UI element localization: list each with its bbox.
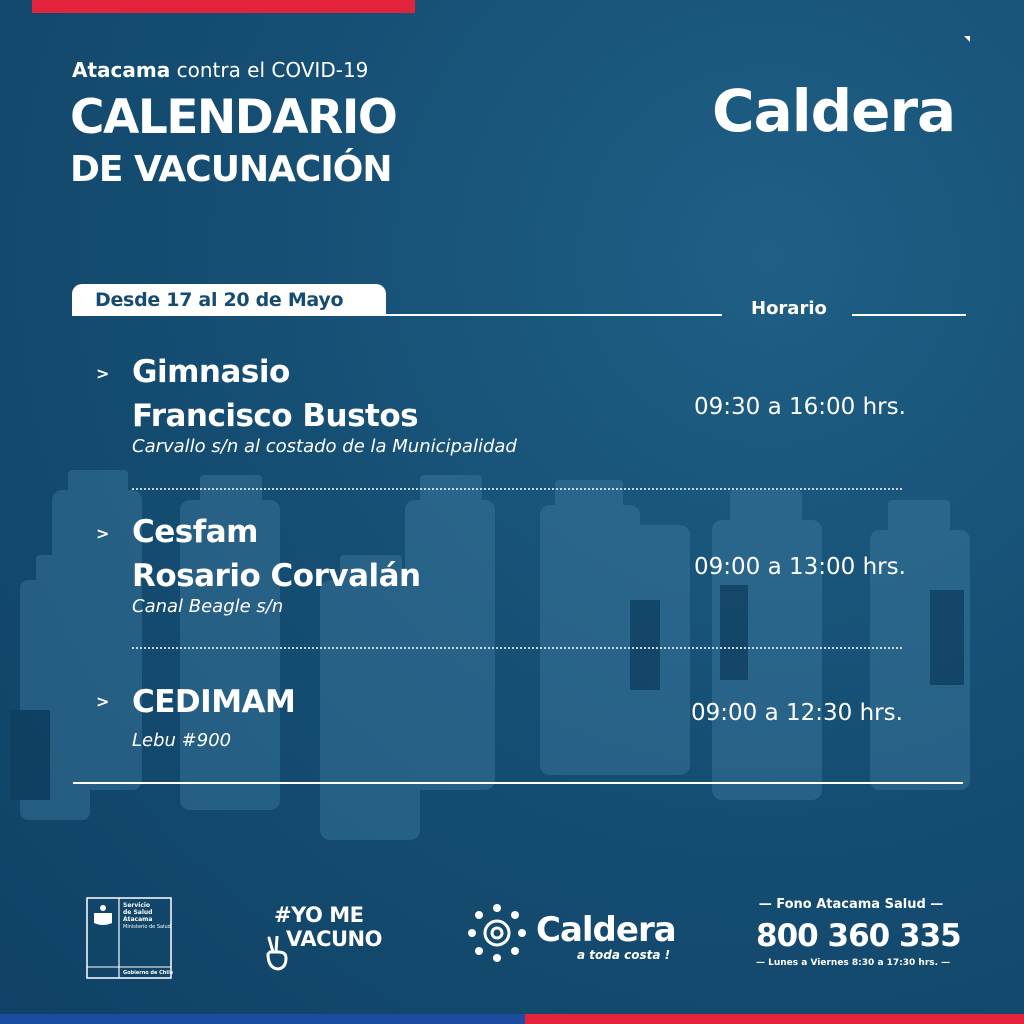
location-hours: 09:00 a 12:30 hrs. (691, 700, 903, 726)
poster-title-line1: CALENDARIO (70, 90, 397, 145)
municipal-name: Caldera (536, 910, 676, 950)
dotted-divider (132, 488, 902, 490)
location-name-line1: Cesfam (132, 514, 258, 550)
caldera-municipal-logo (464, 900, 676, 970)
location-address: Carvallo s/n al costado de la Municipalidad (132, 436, 517, 457)
location-name-line2: Francisco Bustos (132, 398, 419, 434)
location-address: Lebu #900 (132, 730, 232, 751)
subtitle-rest: contra el COVID-19 (176, 58, 369, 82)
sun-spiral-icon (464, 900, 530, 966)
location-name-line1: Gimnasio (132, 354, 290, 390)
phone-number: 800 360 335 (756, 918, 961, 954)
yo-me-vacuno-logo (264, 903, 382, 974)
servicio-ministry: Ministerio de Salud (123, 924, 171, 930)
servicio-salud-logo (86, 897, 172, 979)
campaign-subtitle (72, 58, 368, 82)
chevron-right-icon: > (96, 524, 110, 543)
dotted-divider (132, 647, 902, 649)
top-red-bar (32, 0, 415, 13)
date-range-text: Desde 17 al 20 de Mayo (95, 289, 344, 311)
bottom-color-bar (0, 1014, 1024, 1024)
location-name-line2: Rosario Corvalán (132, 558, 421, 594)
campaign-line1: #YO ME (274, 903, 364, 927)
city-name: Caldera (712, 77, 956, 145)
phone-label: — Fono Atacama Salud — (758, 897, 944, 912)
chevron-right-icon: > (96, 692, 110, 711)
location-hours: 09:00 a 13:00 hrs. (694, 554, 906, 580)
bottom-bar-red (525, 1014, 1024, 1024)
schedule-bottom-rule (73, 782, 963, 784)
header-rule-left (72, 314, 722, 316)
servicio-gov: Gobierno de Chile (123, 970, 174, 976)
location-hours: 09:30 a 16:00 hrs. (694, 394, 906, 420)
location-address: Canal Beagle s/n (132, 596, 284, 617)
servicio-line1: Servicio (123, 902, 151, 909)
servicio-line2: de Salud (123, 909, 153, 916)
municipal-tagline: a toda costa ! (577, 948, 671, 962)
servicio-line3: Atacama (123, 916, 153, 923)
subtitle-region: Atacama (72, 58, 171, 82)
poster-title-line2: DE VACUNACIÓN (70, 149, 392, 190)
date-range-badge (72, 284, 386, 316)
location-name-line1: CEDIMAM (132, 684, 296, 720)
corner-mark (962, 36, 970, 44)
header-rule-right (852, 314, 966, 316)
peace-hand-icon (264, 936, 290, 972)
chevron-right-icon: > (96, 364, 110, 383)
hours-column-header: Horario (751, 298, 827, 319)
bottom-bar-blue (0, 1014, 525, 1024)
campaign-line2: VACUNO (286, 927, 382, 951)
phone-hours: — Lunes a Viernes 8:30 a 17:30 hrs. — (756, 958, 951, 968)
